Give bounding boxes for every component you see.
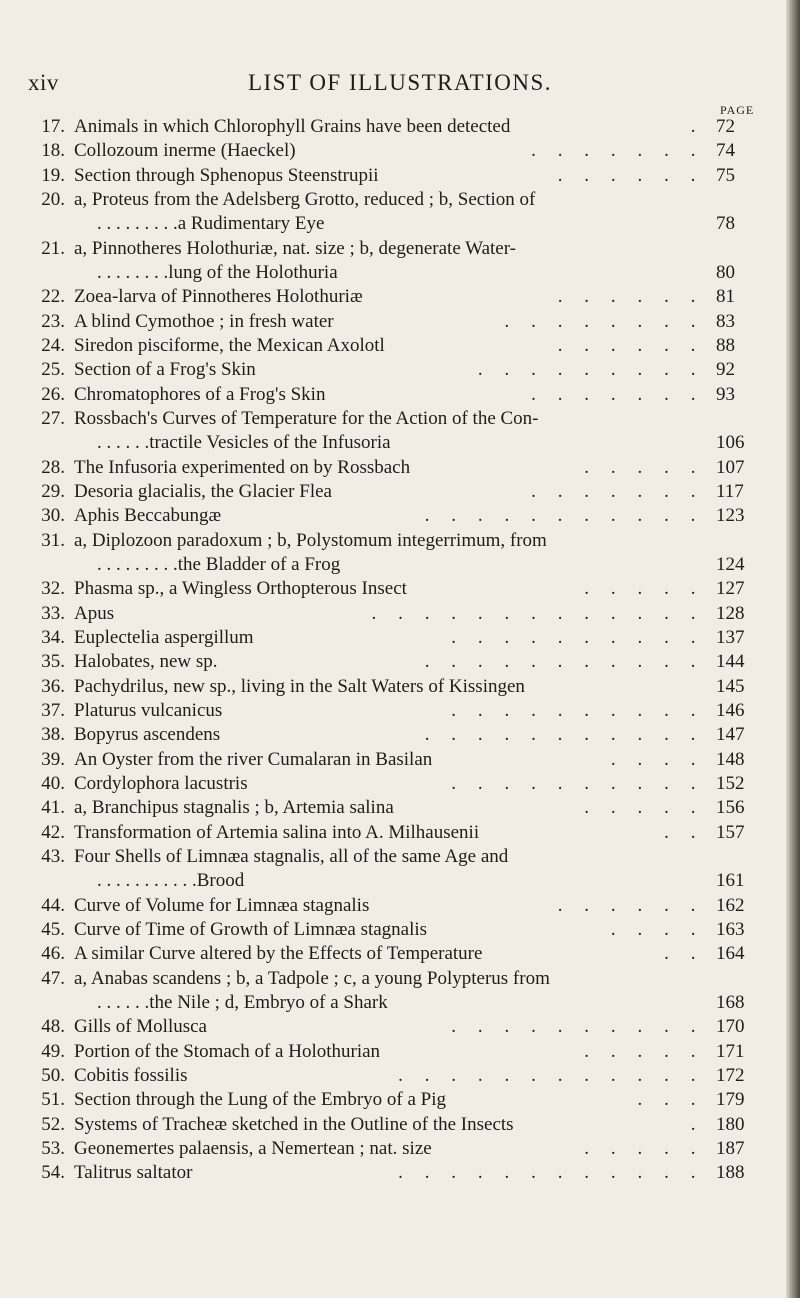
figure-number: 46. [41, 943, 65, 965]
caption-text: tractile Vesicles of the Infusoria [149, 432, 391, 454]
figure-caption [74, 749, 704, 771]
caption-text: Apus [74, 602, 115, 624]
caption-text: a, Anabas scandens ; b, a Tadpole ; c, a young Polypterus from [74, 967, 550, 989]
dot-leader: . . . . . . . . . [97, 213, 178, 235]
list-entry [0, 189, 800, 213]
caption-text: Transformation of Artemia salina into A. Milhausenii [74, 821, 480, 843]
caption-text: Rossbach's Curves of Temperature for the Action of the Con- [74, 407, 539, 429]
figure-number: 48. [41, 1016, 65, 1038]
list-entry [0, 749, 800, 773]
figure-number: 18. [41, 140, 65, 162]
caption-text: lung of the Holothuria [168, 261, 338, 283]
dot-leader: . . . . . . . . . . . . . [371, 602, 704, 624]
page-reference: 187 [716, 1137, 745, 1159]
dot-leader: . . . . . . [97, 432, 150, 454]
page-reference: 163 [716, 918, 745, 940]
dot-leader: . . . . . . . . . . [451, 626, 704, 648]
page-reference: 123 [716, 505, 745, 527]
list-entry [0, 1138, 800, 1162]
figure-caption [97, 432, 705, 454]
figure-caption [74, 335, 704, 357]
page-reference: 78 [716, 213, 735, 235]
list-entry [0, 627, 800, 651]
caption-text: Bopyrus ascendens [74, 724, 221, 746]
caption-text: the Nile ; d, Embryo of a Shark [149, 991, 388, 1013]
dot-leader: . . . . [610, 918, 704, 940]
caption-text: Aphis Beccabungæ [74, 505, 222, 527]
figure-caption [74, 530, 704, 552]
list-entry [0, 773, 800, 797]
list-entry [0, 457, 800, 481]
dot-leader: . . . . . . . . [504, 310, 704, 332]
figure-caption [74, 165, 704, 187]
caption-text: Brood [196, 870, 245, 892]
caption-text: a Rudimentary Eye [177, 213, 325, 235]
figure-number: 53. [41, 1137, 65, 1159]
page-reference: 137 [716, 626, 745, 648]
figure-number: 21. [41, 237, 65, 259]
list-entry [0, 919, 800, 943]
caption-text: Collozoum inerme (Haeckel) [74, 140, 296, 162]
caption-text: a, Branchipus stagnalis ; b, Artemia salina [74, 797, 394, 819]
figure-caption [74, 1089, 704, 1111]
caption-text: Section of a Frog's Skin [74, 359, 256, 381]
figure-caption [74, 189, 704, 211]
figure-number: 23. [41, 310, 65, 332]
list-entry [0, 797, 800, 821]
figure-caption [74, 603, 704, 625]
dot-leader: . . . . . . . . . . . [424, 505, 704, 527]
list-entry [0, 943, 800, 967]
list-entry [0, 1089, 800, 1113]
page-reference: 148 [716, 748, 745, 770]
figure-number: 22. [41, 286, 65, 308]
dot-leader: . . . . . . [557, 894, 704, 916]
list-entry [0, 335, 800, 359]
dot-leader: . . . [637, 1089, 704, 1111]
page-reference: 128 [716, 602, 745, 624]
caption-text: An Oyster from the river Cumalaran in Basilan [74, 748, 433, 770]
figure-number: 32. [41, 578, 65, 600]
page-reference: 83 [716, 310, 735, 332]
page-reference: 157 [716, 821, 745, 843]
page-reference: 92 [716, 359, 735, 381]
caption-text: Systems of Tracheæ sketched in the Outline of the Insects [74, 1113, 514, 1135]
caption-text: Desoria glacialis, the Glacier Flea [74, 480, 332, 502]
figure-caption [74, 384, 704, 406]
page-reference: 80 [716, 261, 735, 283]
list-entry [0, 359, 800, 383]
figure-number: 19. [41, 164, 65, 186]
page-reference: 156 [716, 797, 745, 819]
list-entry [0, 870, 800, 894]
dot-leader: . . . . . . . . . [97, 553, 178, 575]
figure-number: 49. [41, 1040, 65, 1062]
figure-number: 45. [41, 918, 65, 940]
figure-number: 38. [41, 724, 65, 746]
dot-leader: . . . . . [584, 578, 704, 600]
page-reference: 81 [716, 286, 735, 308]
figure-caption [97, 554, 705, 576]
caption-text: Halobates, new sp. [74, 651, 218, 673]
list-entry [0, 651, 800, 675]
list-entry [0, 992, 800, 1016]
figure-caption [74, 457, 704, 479]
dot-leader: . . . . . . [557, 286, 704, 308]
list-entry [0, 286, 800, 310]
page-reference: 145 [716, 675, 745, 697]
figure-caption [74, 311, 704, 333]
list-entry [0, 895, 800, 919]
caption-text: Section through the Lung of the Embryo of a Pig [74, 1089, 447, 1111]
caption-text: Platurus vulcanicus [74, 699, 223, 721]
dot-leader: . . . . . [584, 797, 704, 819]
caption-text: Siredon pisciforme, the Mexican Axolotl [74, 334, 385, 356]
page-reference: 124 [716, 553, 745, 575]
figure-caption [74, 700, 704, 722]
figure-caption [74, 140, 704, 162]
caption-text: Cordylophora lacustris [74, 772, 248, 794]
figure-number: 24. [41, 334, 65, 356]
caption-text: Zoea-larva of Pinnotheres Holothuriæ [74, 286, 363, 308]
figure-caption [97, 870, 705, 892]
list-entry [0, 165, 800, 189]
caption-text: Euplectelia aspergillum [74, 626, 254, 648]
dot-leader: . . . . . [584, 1137, 704, 1159]
list-entry [0, 213, 800, 237]
list-entry [0, 140, 800, 164]
figure-caption [74, 943, 704, 965]
list-entry [0, 846, 800, 870]
figure-caption [74, 1016, 704, 1038]
dot-leader: . . . . . . . . . . [451, 772, 704, 794]
figure-caption [74, 724, 704, 746]
page-reference: 179 [716, 1089, 745, 1111]
figure-caption [74, 676, 704, 698]
page-reference: 146 [716, 699, 745, 721]
list-entry [0, 1041, 800, 1065]
figure-caption [74, 1114, 704, 1136]
figure-caption [74, 797, 704, 819]
caption-text: Four Shells of Limnæa stagnalis, all of the same Age and [74, 845, 509, 867]
list-entry [0, 1016, 800, 1040]
dot-leader: . . . . . . . . [97, 261, 169, 283]
caption-text: A similar Curve altered by the Effects of Temperature [74, 943, 483, 965]
figure-caption [74, 505, 704, 527]
figure-caption [97, 992, 705, 1014]
page-reference: 164 [716, 943, 745, 965]
caption-text: a, Pinnotheres Holothuriæ, nat. size ; b, degenerate Water- [74, 237, 516, 259]
caption-text: Gills of Mollusca [74, 1016, 207, 1038]
dot-leader: . . . . . . [97, 991, 150, 1013]
list-entry [0, 408, 800, 432]
figure-number: 31. [41, 529, 65, 551]
figure-caption [74, 359, 704, 381]
dot-leader: . . . . . . . . . . [451, 699, 704, 721]
figure-caption [74, 1162, 704, 1184]
figure-caption [74, 651, 704, 673]
figure-caption [74, 481, 704, 503]
dot-leader: . . . . . [584, 456, 704, 478]
page-reference: 147 [716, 724, 745, 746]
page-reference: 106 [716, 432, 745, 454]
figure-number: 34. [41, 626, 65, 648]
page-reference: 170 [716, 1016, 745, 1038]
page-reference: 72 [716, 116, 735, 137]
dot-leader: . . [664, 943, 704, 965]
figure-number: 44. [41, 894, 65, 916]
dot-leader: . . [664, 821, 704, 843]
caption-text: a, Diplozoon paradoxum ; b, Polystomum integerrimum, from [74, 529, 547, 551]
figure-caption [74, 919, 704, 941]
figure-number: 43. [41, 845, 65, 867]
figure-caption [74, 1065, 704, 1087]
list-entry [0, 481, 800, 505]
figure-number: 17. [41, 116, 65, 137]
figure-caption [74, 578, 704, 600]
figure-caption [74, 822, 704, 844]
caption-text: Animals in which Chlorophyll Grains have been detected [74, 116, 511, 137]
dot-leader: . . . . . . . . . [477, 359, 704, 381]
page-reference: 117 [716, 480, 744, 502]
list-entry [0, 1065, 800, 1089]
caption-text: the Bladder of a Frog [177, 553, 341, 575]
figure-caption [74, 627, 704, 649]
figure-caption [74, 968, 704, 990]
caption-text: Phasma sp., a Wingless Orthopterous Insect [74, 578, 407, 600]
dot-leader: . . . . . . . [531, 383, 704, 405]
figure-number: 29. [41, 480, 65, 502]
caption-text: Chromatophores of a Frog's Skin [74, 383, 326, 405]
list-entry [0, 432, 800, 456]
figure-number: 47. [41, 967, 65, 989]
page-reference: 168 [716, 991, 745, 1013]
caption-text: Talitrus saltator [74, 1162, 193, 1184]
dot-leader: . [690, 116, 704, 137]
list-entry [0, 116, 800, 140]
figure-number: 36. [41, 675, 65, 697]
list-entry [0, 700, 800, 724]
figure-number: 50. [41, 1064, 65, 1086]
figure-number: 37. [41, 699, 65, 721]
figure-number: 20. [41, 188, 65, 210]
list-entry [0, 262, 800, 286]
list-entry [0, 554, 800, 578]
figure-number: 54. [41, 1162, 65, 1184]
page-reference: 88 [716, 334, 735, 356]
page-reference: 75 [716, 164, 735, 186]
figure-number: 35. [41, 651, 65, 673]
figure-caption [74, 1041, 704, 1063]
list-entry [0, 530, 800, 554]
dot-leader: . . . . . . . . . . . [424, 651, 704, 673]
figure-number: 25. [41, 359, 65, 381]
page-reference: 93 [716, 383, 735, 405]
figure-number: 33. [41, 602, 65, 624]
list-entry [0, 968, 800, 992]
list-entry [0, 724, 800, 748]
caption-text: The Infusoria experimented on by Rossbach [74, 456, 411, 478]
running-head-title: LIST OF ILLUSTRATIONS. [247, 70, 553, 95]
list-entry [0, 1162, 800, 1186]
figure-number: 51. [41, 1089, 65, 1111]
figure-number: 39. [41, 748, 65, 770]
caption-text: Section through Sphenopus Steenstrupii [74, 164, 379, 186]
list-entry [0, 238, 800, 262]
caption-text: Portion of the Stomach of a Holothurian [74, 1040, 381, 1062]
figure-caption [74, 238, 704, 260]
list-entry [0, 505, 800, 529]
dot-leader: . . . . . . . . . . . [97, 870, 197, 892]
page-reference: 107 [716, 456, 745, 478]
figure-number: 30. [41, 505, 65, 527]
list-entry [0, 311, 800, 335]
dot-leader: . . . . . . . . . . . [424, 724, 704, 746]
page-reference: 171 [716, 1040, 745, 1062]
figure-number: 40. [41, 772, 65, 794]
page-column-label: PAGE [720, 103, 755, 117]
figure-number: 42. [41, 821, 65, 843]
dot-leader: . [690, 1113, 704, 1135]
dot-leader: . . . . [610, 748, 704, 770]
caption-text: a, Proteus from the Adelsberg Grotto, reduced ; b, Section of [74, 188, 536, 210]
figure-caption [74, 1138, 704, 1160]
dot-leader: . . . . . . . . . . . . [398, 1162, 704, 1184]
caption-text: A blind Cymothoe ; in fresh water [74, 310, 334, 332]
dot-leader: . . . . . . [557, 164, 704, 186]
caption-text: Curve of Volume for Limnæa stagnalis [74, 894, 370, 916]
figure-caption [74, 895, 704, 917]
figure-caption [97, 213, 705, 235]
dot-leader: . . . . . . . [531, 480, 704, 502]
dot-leader: . . . . . [584, 1040, 704, 1062]
dot-leader: . . . . . . [557, 334, 704, 356]
dot-leader: . . . . . . . . . . [451, 1016, 704, 1038]
page-reference: 74 [716, 140, 735, 162]
dot-leader: . . . . . . . [531, 140, 704, 162]
figure-caption [74, 286, 704, 308]
list-entry [0, 603, 800, 627]
figure-number: 26. [41, 383, 65, 405]
figure-caption [97, 262, 705, 284]
figure-number: 28. [41, 456, 65, 478]
figure-caption [74, 773, 704, 795]
caption-text: Curve of Time of Growth of Limnæa stagnalis [74, 918, 428, 940]
caption-text: Cobitis fossilis [74, 1064, 188, 1086]
dot-leader: . . . . . . . . . . . . [398, 1064, 704, 1086]
page-reference: 127 [716, 578, 745, 600]
list-entry [0, 676, 800, 700]
page-reference: 152 [716, 772, 745, 794]
page-reference: 162 [716, 894, 745, 916]
figure-number: 27. [41, 407, 65, 429]
figure-caption [74, 846, 704, 868]
list-entry [0, 578, 800, 602]
list-entry [0, 1114, 800, 1138]
figure-caption [74, 116, 704, 138]
list-entry [0, 822, 800, 846]
figure-caption [74, 408, 704, 430]
page-number: xiv [28, 70, 59, 95]
page-reference: 161 [716, 870, 745, 892]
list-entry [0, 384, 800, 408]
caption-text: Geonemertes palaensis, a Nemertean ; nat. size [74, 1137, 432, 1159]
page-reference: 180 [716, 1113, 745, 1135]
figure-number: 52. [41, 1113, 65, 1135]
caption-text: Pachydrilus, new sp., living in the Salt Waters of Kissingen [74, 675, 525, 697]
page-reference: 188 [716, 1162, 745, 1184]
page-reference: 144 [716, 651, 745, 673]
figure-number: 41. [41, 797, 65, 819]
page-reference: 172 [716, 1064, 745, 1086]
